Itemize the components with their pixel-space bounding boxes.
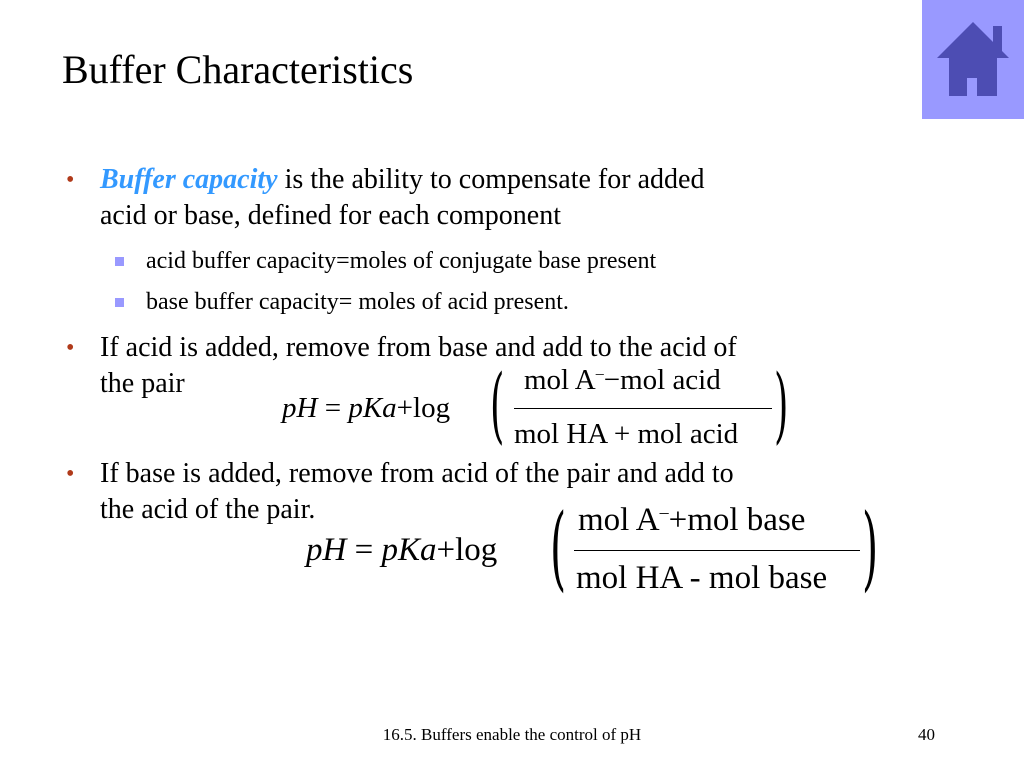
sub-bullet-base-capacity [146,287,569,317]
denominator: mol HA + mol acid [514,418,739,450]
bullet-buffer-capacity [66,162,920,234]
fraction-line [514,408,772,409]
page-number: 40 [918,725,935,744]
bullet-text: is the ability to compensate for added [277,164,705,195]
home-icon [935,20,1011,98]
equation-base-added [306,494,886,606]
equation-acid-added [282,358,792,458]
numerator: mol A–−mol acid [524,364,721,396]
sub-bullet-marker [115,257,124,266]
denominator: mol HA - mol base [576,560,828,596]
bullet-dot: • [66,335,75,361]
left-paren: ( [490,358,505,453]
equation-lhs: pH = pKa+log [282,392,451,424]
footer-text: 16.5. Buffers enable the control of pH [382,725,642,744]
right-paren: ) [862,494,879,601]
bullet-text: If acid is added, remove from base and add to the acid of [100,332,737,363]
bullet-text: the pair [100,368,185,399]
bullet-line [100,162,920,198]
right-paren: ) [774,358,789,453]
bullet-dot: • [66,461,75,487]
bullet-text: acid or base, defined for each component [100,200,562,231]
fraction-line [574,550,860,551]
bullet-dot: • [66,167,75,193]
sub-bullet-marker [115,298,124,307]
emphasis-term: Buffer capacity [100,164,278,195]
equation-lhs: pH = pKa+log [306,532,498,568]
sub-bullet-text: acid buffer capacity=moles of conjugate base present [146,248,657,274]
numerator: mol A–+mol base [578,502,806,538]
sub-bullet-acid-capacity [146,246,656,276]
home-button[interactable] [922,0,1024,119]
slide-title: Buffer Characteristics [62,47,414,92]
sub-bullet-text: base buffer capacity= moles of acid present. [146,289,569,315]
left-paren: ( [550,494,567,601]
bullet-text: If base is added, remove from acid of the pair and add to [100,458,734,489]
bullet-text: the acid of the pair. [100,494,316,525]
